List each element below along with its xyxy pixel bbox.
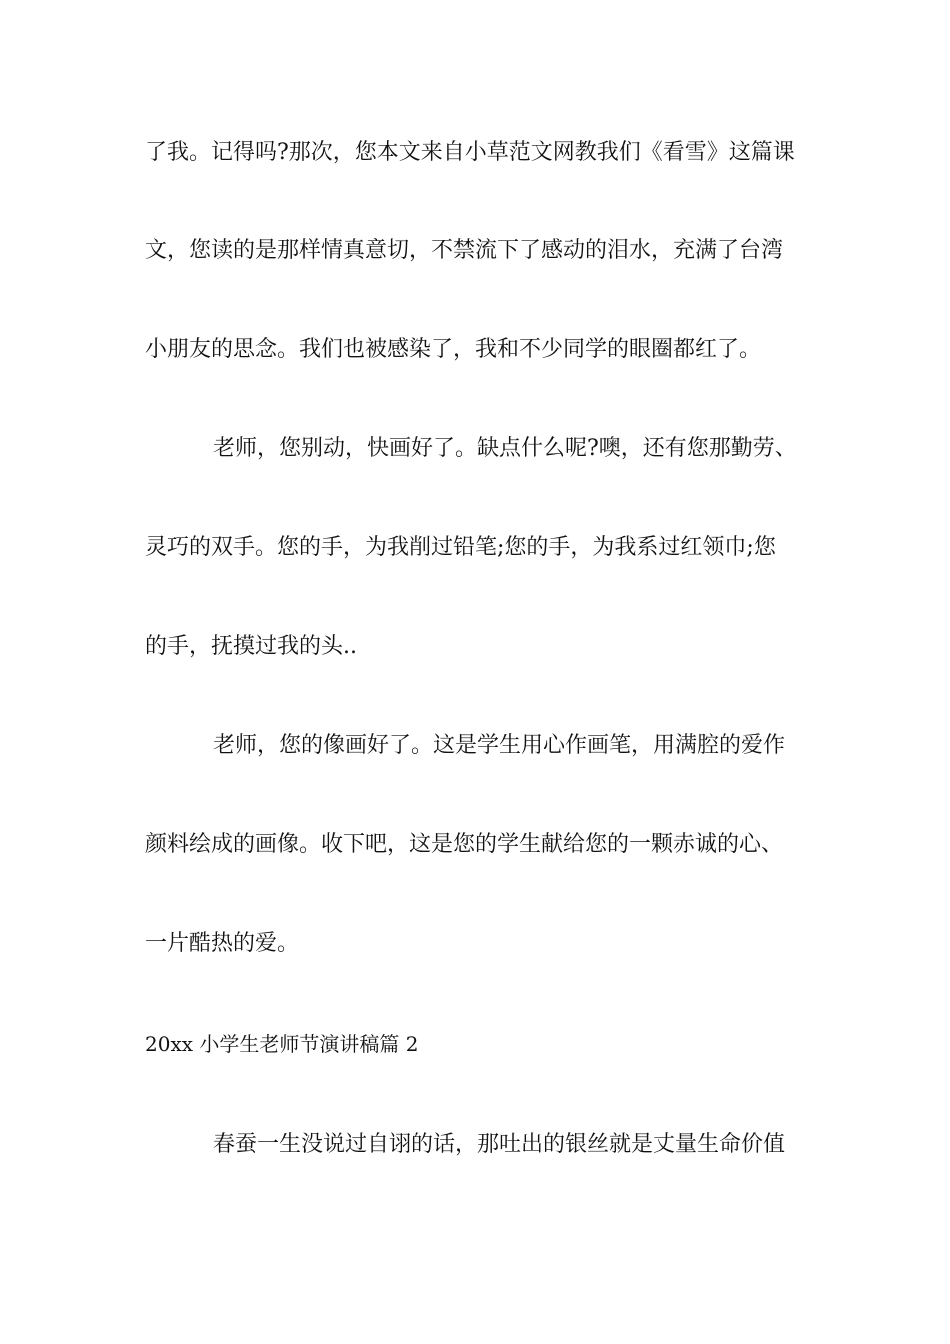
- paragraph-line-6: 的手，抚摸过我的头..: [145, 634, 357, 659]
- paragraph-line-5: 灵巧的双手。您的手，为我削过铅笔;您的手，为我系过红领巾;您: [145, 535, 776, 560]
- paragraph-line-8: 颜料绘成的画像。收下吧，这是您的学生献给您的一颗赤诚的心、: [145, 832, 784, 857]
- paragraph-line-2: 文，您读的是那样情真意切，不禁流下了感动的泪水，充满了台湾: [145, 238, 784, 263]
- paragraph-line-9: 一片酷热的爱。: [145, 931, 300, 956]
- paragraph-line-3: 小朋友的思念。我们也被感染了，我和不少同学的眼圈都红了。: [145, 337, 762, 362]
- paragraph-line-4: 老师，您别动，快画好了。缺点什么呢?噢，还有您那勤劳、: [213, 436, 797, 461]
- paragraph-line-10: 春蚕一生没说过自诩的话，那吐出的银丝就是丈量生命价值: [213, 1132, 786, 1157]
- paragraph-line-7: 老师，您的像画好了。这是学生用心作画笔，用满腔的爱作: [213, 733, 786, 758]
- section-heading: 20xx 小学生老师节演讲稿篇 2: [145, 1032, 419, 1056]
- paragraph-line-1: 了我。记得吗?那次，您本文来自小草范文网教我们《看雪》这篇课: [145, 140, 795, 165]
